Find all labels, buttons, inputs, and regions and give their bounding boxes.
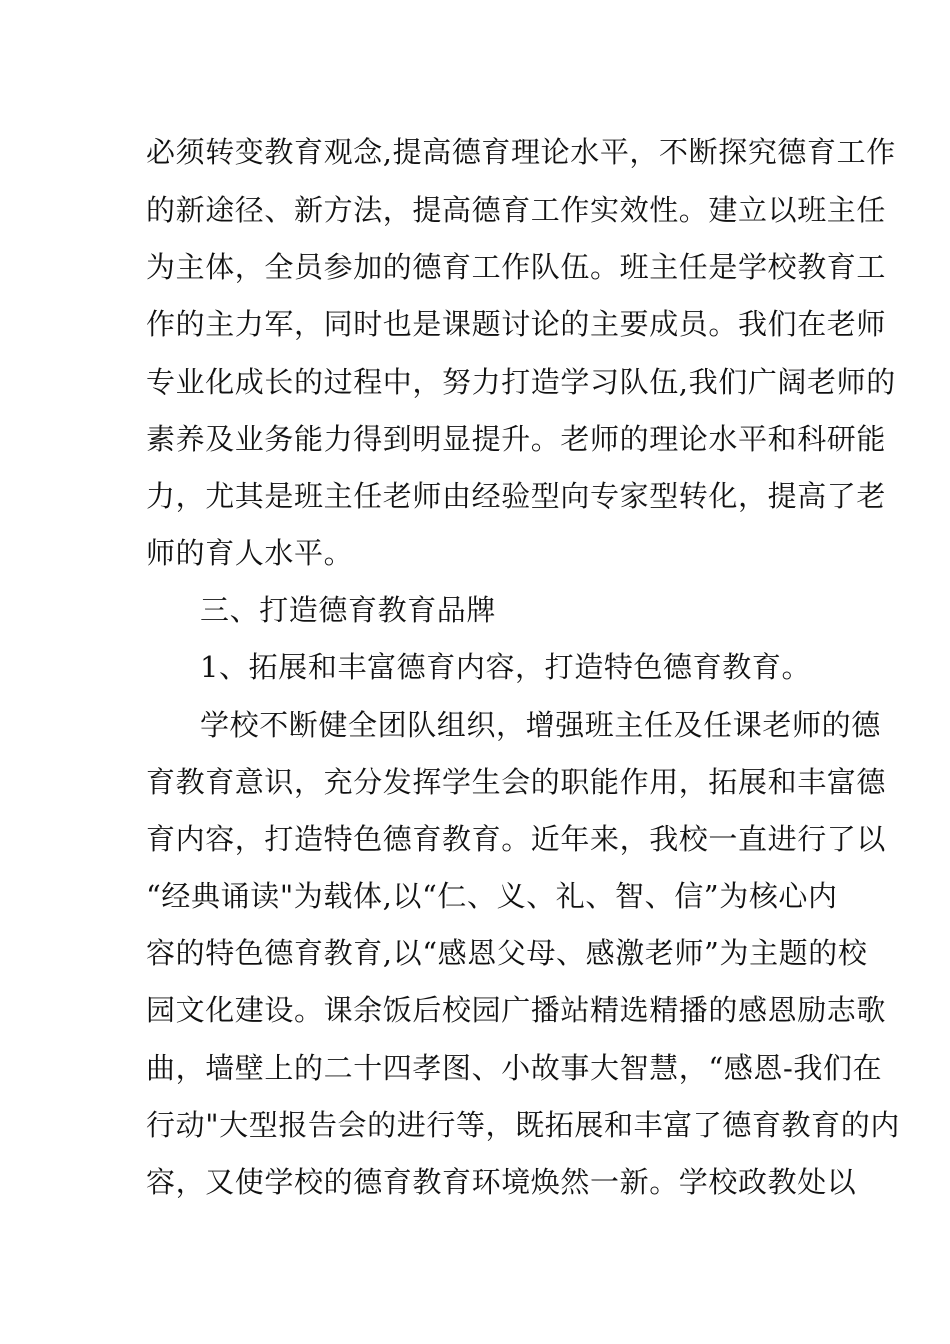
body-text-line: 专业化成长的过程中，努力打造学习队伍,我们广阔老师的 <box>146 365 896 399</box>
body-text-line: 行动"大型报告会的进行等，既拓展和丰富了德育教育的内 <box>146 1108 900 1142</box>
body-text-line: 师的育人水平。 <box>146 536 354 570</box>
body-text-line: 育教育意识，充分发挥学生会的职能作用，拓展和丰富德 <box>146 765 887 799</box>
body-text-line: 力，尤其是班主任老师由经验型向专家型转化，提高了老 <box>146 479 887 513</box>
body-text-line: 的新途径、新方法，提高德育工作实效性。建立以班主任 <box>146 193 887 227</box>
body-text-line: 容，又使学校的德育教育环境焕然一新。学校政教处以 <box>146 1165 857 1199</box>
section-heading: 三、打造德育教育品牌 <box>200 593 497 627</box>
body-text-line: 必须转变教育观念,提高德育理论水平，不断探究德育工作 <box>146 135 896 169</box>
body-text-line: 学校不断健全团队组织，增强班主任及任课老师的德 <box>200 708 881 742</box>
body-text-line: 作的主力军，同时也是课题讨论的主要成员。我们在老师 <box>146 307 887 341</box>
body-text-line: 曲，墙壁上的二十四孝图、小故事大智慧，“感恩-我们在 <box>146 1051 883 1085</box>
body-text-line: 为主体，全员参加的德育工作队伍。班主任是学校教育工 <box>146 250 887 284</box>
body-text-line: 育内容，打造特色德育教育。近年来，我校一直进行了以 <box>146 822 887 856</box>
body-text-line: 容的特色德育教育,以“感恩父母、感激老师”为主题的校 <box>146 936 868 970</box>
body-text-line: 素养及业务能力得到明显提升。老师的理论水平和科研能 <box>146 422 887 456</box>
subsection-heading: 1、拓展和丰富德育内容，打造特色德育教育。 <box>200 650 812 684</box>
body-text-line: 园文化建设。课余饭后校园广播站精选精播的感恩励志歌 <box>146 993 887 1027</box>
body-text-line: “经典诵读"为载体,以“仁、义、礼、智、信”为核心内 <box>146 879 838 913</box>
